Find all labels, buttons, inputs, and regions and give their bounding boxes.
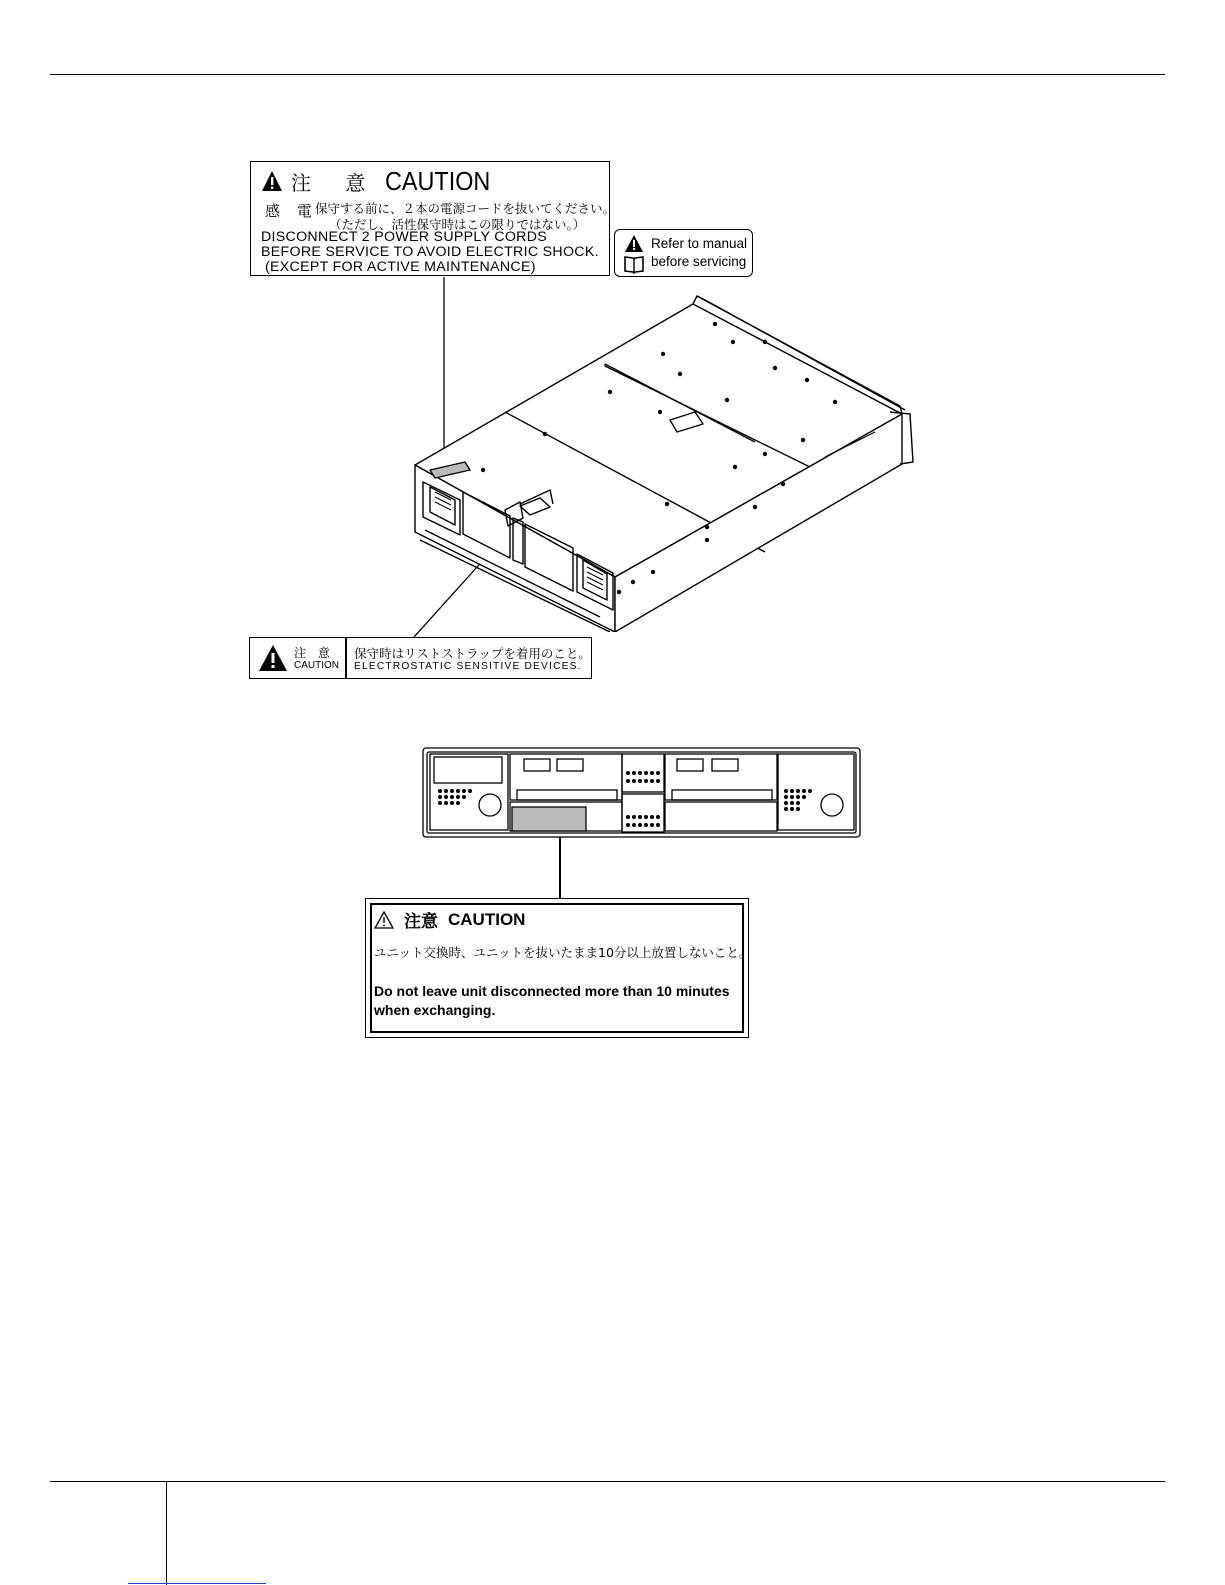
unit-jp-title: 注意 <box>404 912 438 932</box>
unit-exchange-caution-label <box>365 898 752 1038</box>
esd-divider <box>345 638 347 678</box>
unit-jp-message: ユニット交換時、ユニットを抜いたまま10分以上放置しないこと。 <box>374 945 752 960</box>
unit-en-line1: Do not leave unit disconnected more than 10 minutes <box>374 983 730 999</box>
esd-caution-label <box>249 637 592 679</box>
caution-en-title: CAUTION <box>385 165 491 196</box>
shock-label: 感 電 <box>265 202 318 220</box>
manual-line2: before servicing <box>651 254 747 269</box>
caution-en-line3: (EXCEPT FOR ACTIVE MAINTENANCE) <box>265 259 536 275</box>
unit-en-title: CAUTION <box>448 909 526 929</box>
caution-jp-line1: 保守する前に、２本の電源コードを抜いてください。 <box>315 201 616 216</box>
caution-en-line1: DISCONNECT 2 POWER SUPPLY CORDS <box>261 229 548 245</box>
esd-jp-title: 注 意 <box>294 646 334 660</box>
rear-panel-drawing <box>422 747 862 839</box>
manual-line1: Refer to manual <box>651 236 748 251</box>
esd-jp-message: 保守時はリストストラップを着用のこと。 <box>354 646 591 661</box>
caution-jp-line2: （ただし、活性保守時はこの限りではない。） <box>329 217 586 232</box>
warning-outline-icon <box>374 911 394 929</box>
warning-icon <box>258 644 288 672</box>
storage-enclosure-drawing <box>405 292 925 632</box>
caution-en-line2: BEFORE SERVICE TO AVOID ELECTRIC SHOCK. <box>261 244 599 260</box>
esd-en-title: CAUTION <box>294 660 339 671</box>
esd-en-message: ELECTROSTATIC SENSITIVE DEVICES. <box>354 661 582 672</box>
caution-jp-title: 注 意 <box>291 170 380 195</box>
unit-en-line2: when exchanging. <box>374 1002 496 1018</box>
